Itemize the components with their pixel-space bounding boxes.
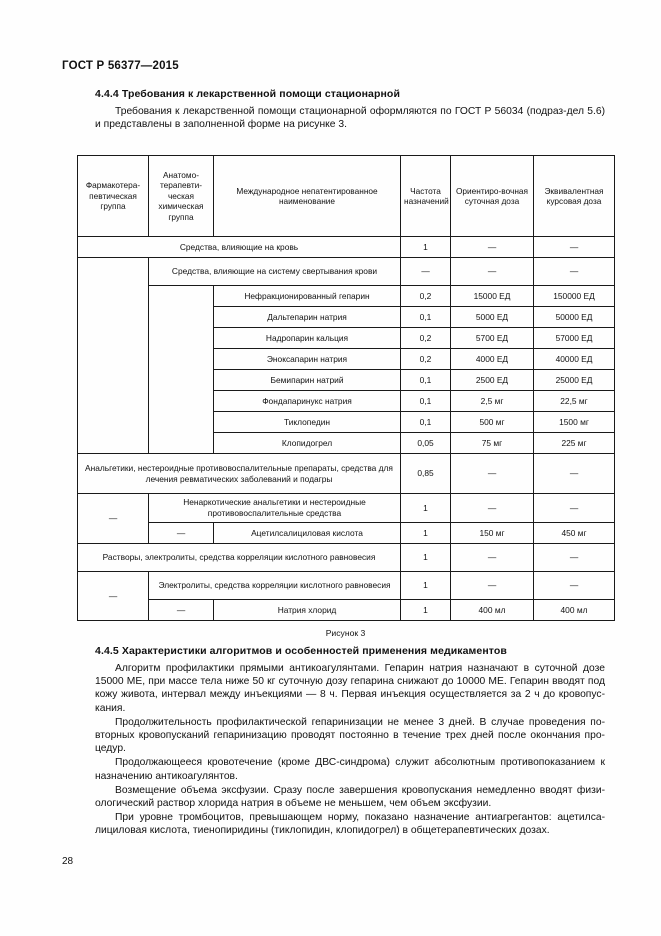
row-daily-dose: — [451,237,534,258]
row-label: Ацетилсалициловая кислота [214,523,401,544]
medication-table [77,155,615,621]
row-atc-dash: — [149,523,214,544]
merged-atc-cell-anticoagulants [149,286,214,454]
col-header-course-dose: Эквивалентная курсовая доза [534,156,615,237]
row-course-dose: — [534,454,615,494]
row-frequency: 0,85 [401,454,451,494]
row-frequency: 0,05 [401,433,451,454]
row-course-dose: 225 мг [534,433,615,454]
row-frequency: 0,2 [401,286,451,307]
row-frequency: 0,1 [401,370,451,391]
row-frequency: 1 [401,572,451,600]
row-course-dose: 50000 ЕД [534,307,615,328]
row-frequency: 1 [401,237,451,258]
section-4-4-5-paragraph-4: Возмещение объема эксфузии. Сразу после завершения кровопускания немедленно вводят физи-ологический раствор хлорида натрия в объеме не меньшем, чем объем эксфузии. [95,784,605,810]
section-4-4-4-paragraph: Требования к лекарственной помощи стационарной оформляются по ГОСТ Р 56034 (подраз-дел 5.6) и представлены в заполненной форме на рисунке 3. [95,106,605,131]
col-header-daily-dose: Ориентиро-вочная суточная доза [451,156,534,237]
row-daily-dose: 5000 ЕД [451,307,534,328]
page-number: 28 [62,856,74,867]
row-label: Растворы, электролиты, средства корреляции кислотного равновесия [78,544,401,572]
row-frequency: 0,1 [401,307,451,328]
row-daily-dose: — [451,494,534,523]
row-daily-dose: 75 мг [451,433,534,454]
section-4-4-5-paragraph-3: Продолжающееся кровотечение (кроме ДВС-синдрома) служит абсолютным противопоказанием к назначению антикоагулянтов. [95,757,605,782]
figure-caption: Рисунок 3 [325,628,366,638]
section-4-4-5-heading: 4.4.5 Характеристики алгоритмов и особенностей применения медикаментов [95,645,507,657]
table-row [78,523,615,544]
row-frequency: 0,1 [401,391,451,412]
row-label: Клопидогрел [214,433,401,454]
row-frequency: 1 [401,494,451,523]
row-frequency: 0,2 [401,328,451,349]
row-daily-dose: — [451,258,534,286]
section-4-4-4 [95,88,605,132]
table-row [78,544,615,572]
row-course-dose: 22,5 мг [534,391,615,412]
row-daily-dose: 15000 ЕД [451,286,534,307]
table-row [78,286,615,307]
row-label: Тиклопедин [214,412,401,433]
row-frequency: — [401,258,451,286]
row-label: Натрия хлорид [214,600,401,621]
row-label: Бемипарин натрий [214,370,401,391]
row-frequency: 1 [401,523,451,544]
row-course-dose: — [534,237,615,258]
section-4-4-5-paragraph-1: Алгоритм профилактики прямыми антикоагулянтами. Гепарин натрия назначают в суточной дозе 15000 МЕ, при массе тела ниже 50 кг суточную дозу гепарина снижают до 10000 МЕ. Гепарин вводят под кожу живота, интервал между инъекциями — 8 ч. Первая инъекция осуществляется за 2 ч до кровопус-кания. [95,663,605,714]
row-course-dose: 400 мл [534,600,615,621]
row-frequency: 1 [401,544,451,572]
row-daily-dose: 400 мл [451,600,534,621]
row-daily-dose: — [451,454,534,494]
col-header-atc-group: Анатомо-терапевти-ческая химическая группа [149,156,214,237]
row-label: Нефракционированный гепарин [214,286,401,307]
figure-3 [77,155,614,643]
row-label: Средства, влияющие на систему свертывания крови [149,258,401,286]
col-header-pharmacotherapeutic-group: Фармакотера-певтическая группа [78,156,149,237]
section-4-4-5-paragraph-5: При уровне тромбоцитов, превышающем норму, показано назначение антиагрегантов: ацетилса-лициловая кислота, тиенопиридины (тиклопидин, клопидогрел) в общетерапевтических дозах. [95,812,605,837]
row-frequency: 0,1 [401,412,451,433]
row-course-dose: — [534,494,615,523]
section-4-4-5-paragraph-2: Продолжительность профилактической гепаринизации не менее 3 дней. В случае проведения по-вторных кровопусканий гепаринизацию проводят постоянно в течение трех дней после окончания про-цедур. [95,716,605,755]
row-group-dash: — [78,494,149,544]
row-label: Анальгетики, нестероидные противовоспалительные препараты, средства для лечения ревматических заболеваний и подагры [78,454,401,494]
row-label: Фондапаринукс натрия [214,391,401,412]
row-daily-dose: 4000 ЕД [451,349,534,370]
table-row [78,258,615,286]
row-daily-dose: 2500 ЕД [451,370,534,391]
row-daily-dose: 2,5 мг [451,391,534,412]
row-label: Надропарин кальция [214,328,401,349]
section-4-4-4-heading: 4.4.4 Требования к лекарственной помощи стационарной [95,88,400,100]
table-row [78,572,615,600]
running-head: ГОСТ Р 56377—2015 [62,60,179,72]
row-label: Дальтепарин натрия [214,307,401,328]
row-course-dose: — [534,258,615,286]
col-header-frequency: Частота назначений [401,156,451,237]
row-daily-dose: — [451,544,534,572]
row-label: Эноксапарин натрия [214,349,401,370]
row-label: Средства, влияющие на кровь [78,237,401,258]
table-header-row [78,156,615,237]
col-header-inn: Международное непатентированное наименование [214,156,401,237]
merged-group-cell-blood [78,258,149,454]
row-course-dose: 1500 мг [534,412,615,433]
row-daily-dose: 5700 ЕД [451,328,534,349]
table-body [78,237,615,621]
row-course-dose: 57000 ЕД [534,328,615,349]
row-group-dash: — [78,572,149,621]
row-course-dose: 450 мг [534,523,615,544]
row-course-dose: — [534,544,615,572]
row-label: Ненаркотические анальгетики и нестероидные противовоспалительные средства [149,494,401,523]
row-frequency: 0,2 [401,349,451,370]
row-course-dose: 40000 ЕД [534,349,615,370]
table-row [78,454,615,494]
row-daily-dose: 500 мг [451,412,534,433]
table-row [78,600,615,621]
row-frequency: 1 [401,600,451,621]
row-daily-dose: 150 мг [451,523,534,544]
table-row [78,237,615,258]
row-daily-dose: — [451,572,534,600]
table-row [78,494,615,523]
row-course-dose: — [534,572,615,600]
row-course-dose: 25000 ЕД [534,370,615,391]
section-4-4-5 [95,645,605,839]
row-course-dose: 150000 ЕД [534,286,615,307]
row-label: Электролиты, средства корреляции кислотного равновесия [149,572,401,600]
row-atc-dash: — [149,600,214,621]
